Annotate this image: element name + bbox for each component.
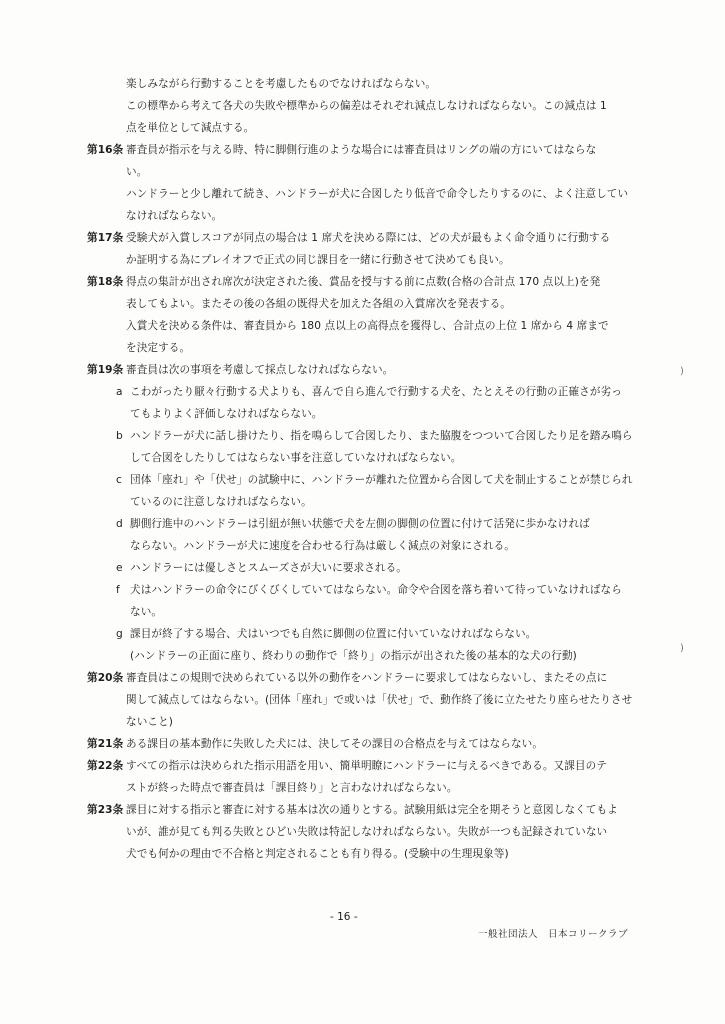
article-text: 受験犬が入賞しスコアが同点の場合は 1 席犬を決める際には、どの犬が最もよく命令通りに行動する (126, 232, 611, 244)
article-text: ないこと) (126, 716, 174, 728)
item-marker: b (116, 430, 123, 442)
item-text: 課目が終了する場合、犬はいつでも自然に脚側の位置に付いていなければならない。 (130, 628, 537, 640)
article-number: 第19条 (87, 364, 124, 376)
item-text: ない。 (130, 606, 163, 618)
article-number: 第23条 (87, 804, 124, 816)
item-text: ハンドラーには優しさとスムーズさが大いに要求される。 (130, 562, 407, 574)
item-marker: c (116, 474, 122, 486)
item-marker: a (116, 386, 123, 398)
intro-line: 点を単位として減点する。 (126, 122, 255, 134)
intro-line: 楽しみながら行動することを考慮したものでなければならない。 (126, 78, 437, 90)
article-number: 第16条 (87, 144, 124, 156)
item-marker: e (116, 562, 123, 574)
article-text: 審査員は次の事項を考慮して採点しなければならない。 (126, 364, 394, 376)
scan-mark: ) (680, 366, 684, 377)
article-text: 審査員が指示を与える時、特に脚側行進のような場合には審査員はリングの端の方にいてはならな (126, 144, 597, 156)
item-text: ハンドラーが犬に話し掛けたり、指を鳴らして合図したり、また脇腹をつついて合図したり足を踏み鳴ら (130, 430, 633, 442)
item-text: して合図をしたりしてはならない事を注意していなければならない。 (130, 452, 462, 464)
item-marker: f (116, 584, 120, 596)
article-text: なければならない。 (126, 210, 223, 222)
item-marker: g (116, 628, 123, 640)
article-text: か証明する為にプレイオフで正式の同じ課目を一緒に行動させて決めても良い。 (126, 254, 510, 266)
item-text: 団体「座れ」や「伏せ」の試験中に、ハンドラーが離れた位置から合図して犬を制止することが禁じられ (130, 474, 633, 486)
page-number: - 16 - (330, 911, 358, 923)
article-number: 第21条 (87, 738, 124, 750)
scan-mark: ) (680, 643, 684, 654)
article-number: 第18条 (87, 276, 124, 288)
item-text: 脚側行進中のハンドラーは引紐が無い状態で犬を左側の脚側の位置に付けて活発に歩かなければ (130, 518, 590, 530)
item-text: ならない。ハンドラーが犬に速度を合わせる行為は厳しく減点の対象にされる。 (130, 540, 515, 552)
intro-line: この標準から考えて各犬の失敗や標準からの偏差はそれぞれ減点しなければならない。この減点は 1 (126, 100, 607, 112)
article-text: 得点の集計が出され席次が決定された後、賞品を授与する前に点数(合格の合計点 170 点以上)を発 (126, 276, 601, 288)
item-text: (ハンドラーの正面に座り、終わりの動作で「終り」の指示が出された後の基本的な犬の行動) (130, 650, 577, 662)
article-text: 審査員はこの規則で決められている以外の動作をハンドラーに要求してはならないし、またその点に (126, 672, 608, 684)
article-text: すべての指示は決められた指示用語を用い、簡単明瞭にハンドラーに与えるべきである。又課目のテ (126, 760, 608, 772)
organization-name: 一般社団法人 日本コリークラブ (478, 929, 629, 940)
article-text: 表してもよい。またその後の各組の既得犬を加えた各組の入賞席次を発表する。 (126, 298, 511, 310)
item-text: ているのに注意しなければならない。 (130, 496, 312, 508)
item-text: 犬はハンドラーの命令にびくびくしていてはならない。命令や合図を落ち着いて待っていなければなら (130, 584, 622, 596)
article-text: ハンドラーと少し離れて続き、ハンドラーが犬に合図したり低音で命令したりするのに、よく注意してい (126, 188, 629, 200)
article-text: 入賞犬を決める条件は、審査員から 180 点以上の高得点を獲得し、合計点の上位 1 席から 4 席まで (126, 320, 609, 332)
item-text: こわがったり厭々行動する犬よりも、喜んで自ら進んで行動する犬を、たとえその行動の正確さが劣っ (130, 386, 622, 398)
item-text: てもよりよく評価しなければならない。 (130, 408, 323, 420)
article-text: 犬でも何かの理由で不合格と判定されることも有り得る。(受験中の生理現象等) (126, 848, 509, 860)
article-text: ある課目の基本動作に失敗した犬には、決してその課目の合格点を与えてはならない。 (126, 738, 544, 750)
article-text: 課目に対する指示と審査に対する基本は次の通りとする。試験用紙は完全を期そうと意図しなくてもよ (126, 804, 618, 816)
article-number: 第20条 (87, 672, 124, 684)
article-text: 関して減点してはならない。(団体「座れ」で或いは「伏せ」で、動作終了後に立たせたり座らせたりさせ (126, 694, 633, 706)
article-text: いが、誰が見ても判る失敗とひどい失敗は特記しなければならない。失敗が一つも記録されていない (126, 826, 608, 838)
article-number: 第17条 (87, 232, 124, 244)
item-marker: d (116, 518, 123, 530)
article-text: い。 (126, 166, 148, 178)
article-number: 第22条 (87, 760, 124, 772)
article-text: を決定する。 (126, 342, 191, 354)
article-text: ストが終った時点で審査員は「課目終り」と言わなければならない。 (126, 782, 458, 794)
